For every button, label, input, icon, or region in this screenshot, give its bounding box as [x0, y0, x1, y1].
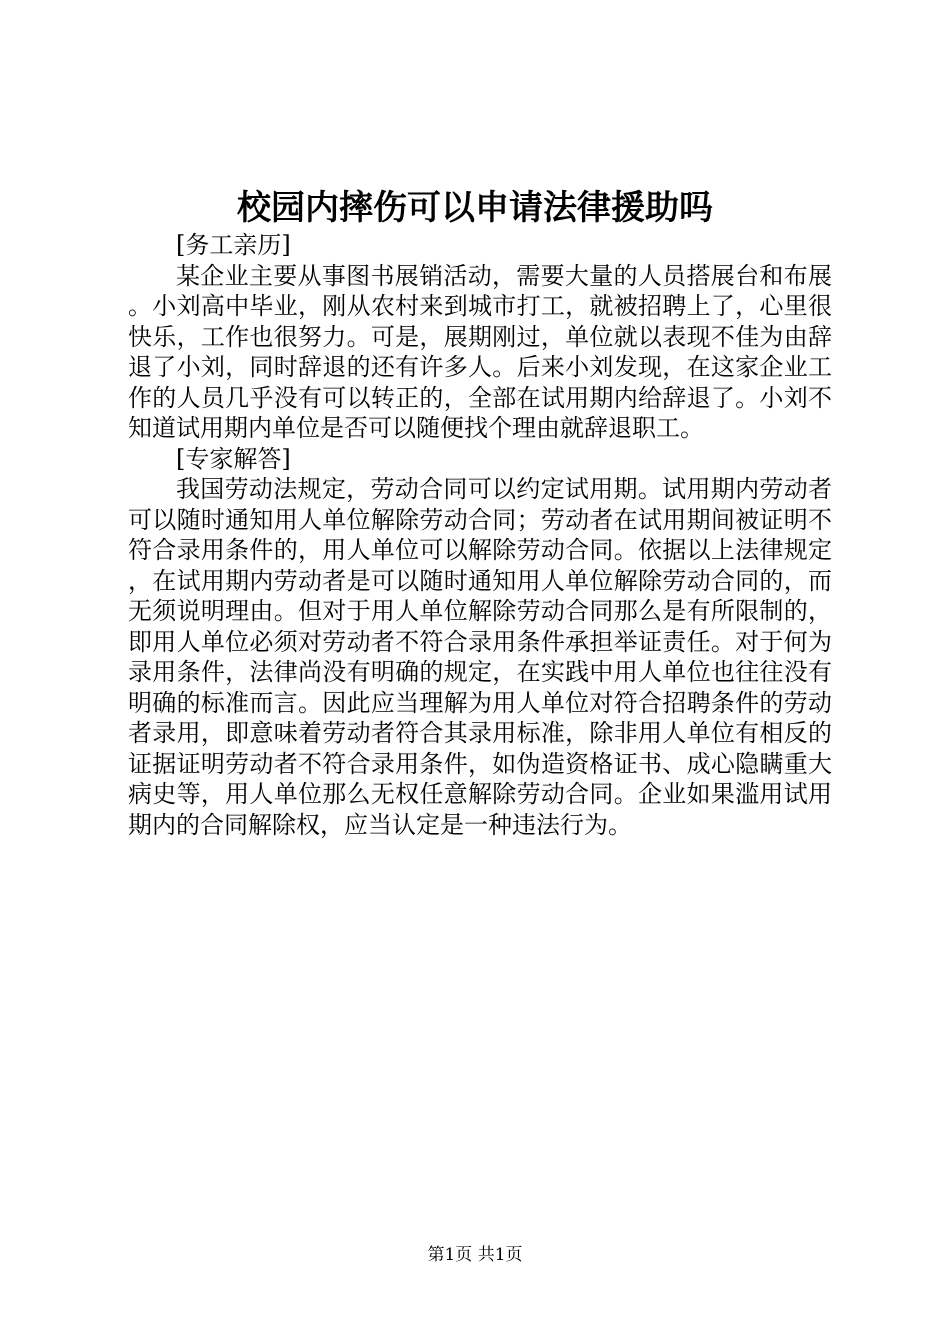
section-heading-expert-answer: [专家解答] [176, 444, 291, 473]
document-title: 校园内摔伤可以申请法律援助吗 [237, 188, 713, 228]
section-paragraph-experience: 某企业主要从事图书展销活动，需要大量的人员搭展台和布展。小刘高中毕业，刚从农村来到城市打工，就被招聘上了，心里很快乐，工作也很努力。可是，展期刚过，单位就以表现不佳为由辞退了小刘，同时辞退的还有许多人。后来小刘发现，在这家企业工作的人员几乎没有可以转正的，全部在试用期内给辞退了。小刘不知道试用期内单位是否可以随便找个理由就辞退职工。 [128, 261, 832, 442]
page-footer: 第1页 共1页 [427, 1245, 523, 1265]
section-paragraph-expert-answer: 我国劳动法规定，劳动合同可以约定试用期。试用期内劳动者可以随时通知用人单位解除劳动合同；劳动者在试用期间被证明不符合录用条件的，用人单位可以解除劳动合同。依据以上法律规定，在试用期内劳动者是可以随时通知用人单位解除劳动合同的，而无须说明理由。但对于用人单位解除劳动合同那么是有所限制的，即用人单位必须对劳动者不符合录用条件承担举证责任。对于何为录用条件，法律尚没有明确的规定，在实践中用人单位也往往没有明确的标准而言。因此应当理解为用人单位对符合招聘条件的劳动者录用，即意味着劳动者符合其录用标准，除非用人单位有相反的证据证明劳动者不符合录用条件，如伪造资格证书、成心隐瞒重大病史等，用人单位那么无权任意解除劳动合同。企业如果滥用试用期内的合同解除权，应当认定是一种违法行为。 [128, 475, 832, 839]
section-heading-experience: [务工亲历] [176, 231, 291, 259]
document-body [128, 230, 832, 840]
